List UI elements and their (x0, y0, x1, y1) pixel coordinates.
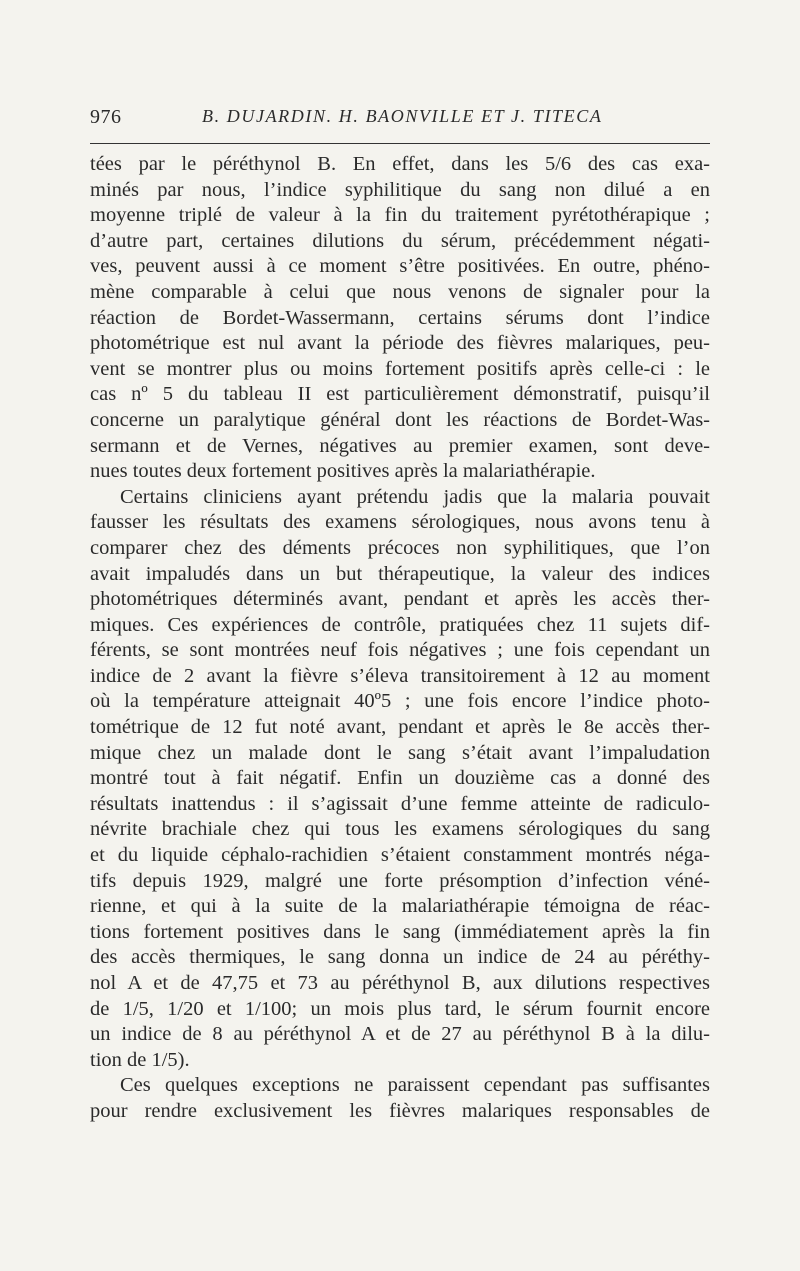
page-number: 976 (90, 106, 122, 128)
text-line: et du liquide céphalo-rachidien s’étaient constamment montrés néga- (90, 844, 710, 867)
text-line: tées par le péréthynol B. En effet, dans les 5/6 des cas exa- (90, 153, 710, 175)
text-line: névrite brachiale chez qui tous les examens sérologiques du sang (90, 818, 710, 841)
paragraph-2 (90, 485, 710, 1074)
text-line: avait impaludés dans un but thérapeutique, la valeur des indices (90, 562, 710, 585)
text-line: photométriques déterminés avant, pendant et après les accès ther- (90, 588, 710, 611)
text-line: photométrique est nul avant la période des fièvres malariques, peu- (90, 332, 710, 355)
text-line: résultats inattendus : il s’agissait d’une femme atteinte de radiculo- (90, 792, 710, 815)
header-rule (90, 143, 710, 144)
text-line: nol A et de 47,75 et 73 au péréthynol B, aux dilutions respectives (90, 972, 710, 994)
text-line: concerne un paralytique général dont les réactions de Bordet-Was- (90, 408, 710, 431)
running-head: B. DUJARDIN. H. BAONVILLE ET J. TITECA (202, 106, 603, 126)
text-line: Certains cliniciens ayant prétendu jadis que la malaria pouvait (120, 485, 710, 508)
text-line: tion de 1/5). (90, 1048, 190, 1071)
text-line: minés par nous, l’indice syphilitique du sang non dilué a en (90, 178, 710, 201)
page-header (90, 106, 710, 136)
text-line: miques. Ces expériences de contrôle, pratiquées chez 11 sujets dif- (90, 613, 710, 636)
text-line: nues toutes deux fortement positives après la malariathérapie. (90, 460, 596, 483)
text-line: vent se montrer plus ou moins fortement positifs après celle-ci : le (90, 357, 710, 380)
text-line: rienne, et qui à la suite de la malariathérapie témoigna de réac- (90, 895, 710, 918)
text-line: cas nº 5 du tableau II est particulièrement démonstratif, puisqu’il (90, 383, 710, 406)
text-line: d’autre part, certaines dilutions du sérum, précédemment négati- (90, 229, 710, 252)
text-line: ves, peuvent aussi à ce moment s’être positivées. En outre, phéno- (90, 255, 710, 278)
text-line: réaction de Bordet-Wassermann, certains sérums dont l’indice (90, 306, 710, 329)
text-line: pour rendre exclusivement les fièvres malariques responsables de (90, 1099, 710, 1122)
text-line: indice de 2 avant la fièvre s’éleva transitoirement à 12 au moment (90, 664, 710, 687)
text-line: Ces quelques exceptions ne paraissent cependant pas suffisantes (120, 1074, 710, 1097)
text-line: des accès thermiques, le sang donna un indice de 24 au péréthy- (90, 946, 710, 969)
text-line: moyenne triplé de valeur à la fin du traitement pyrétothérapique ; (90, 204, 710, 227)
text-line: un indice de 8 au péréthynol A et de 27 au péréthynol B à la dilu- (90, 1023, 710, 1046)
text-line: fausser les résultats des examens sérologiques, nous avons tenu à (90, 511, 710, 534)
text-line: montré tout à fait négatif. Enfin un douzième cas a donné des (90, 767, 710, 790)
text-line: où la température atteignait 40º5 ; une fois encore l’indice photo- (90, 690, 710, 713)
text-line: mène comparable à celui que nous venons de signaler pour la (90, 280, 710, 303)
paragraph-3 (90, 1073, 710, 1124)
body-text (90, 152, 710, 1125)
text-line: de 1/5, 1/20 et 1/100; un mois plus tard, le sérum fournit encore (90, 997, 710, 1020)
text-line: tifs depuis 1929, malgré une forte présomption d’infection véné- (90, 869, 710, 892)
text-line: férents, se sont montrées neuf fois négatives ; une fois cependant un (90, 639, 710, 662)
text-line: tions fortement positives dans le sang (immédiatement après la fin (90, 920, 710, 943)
paragraph-1 (90, 152, 710, 485)
text-line: sermann et de Vernes, négatives au premier examen, sont deve- (90, 434, 710, 457)
text-line: mique chez un malade dont le sang s’était avant l’impaludation (90, 741, 710, 764)
text-line: comparer chez des déments précoces non syphilitiques, que l’on (90, 536, 710, 559)
text-line: tométrique de 12 fut noté avant, pendant et après le 8e accès ther- (90, 716, 710, 739)
